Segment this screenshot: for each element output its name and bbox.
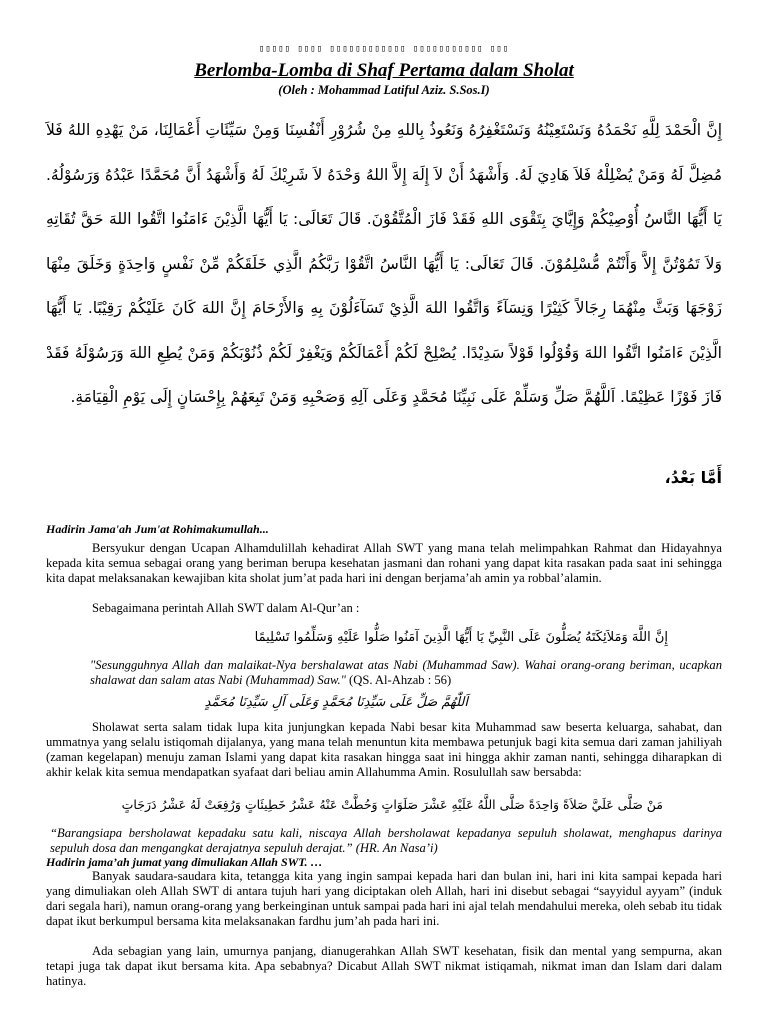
quran-translation-text: "Sesungguhnya Allah dan malaikat-Nya bershalawat atas Nabi (Muhammad Saw). Wahai orang-orang beriman, ucapkan shalawat dan salam atas Nabi (Muhammad) Saw."	[90, 658, 722, 687]
author-line: (Oleh : Mohammad Latiful Aziz. S.Sos.I)	[278, 83, 490, 97]
hadith-reference: (HR. An Nasa’i)	[352, 841, 438, 855]
opening-khutbah-arabic	[46, 108, 722, 420]
paragraph-4: Banyak saudara-saudara kita, tetangga kita yang ingin sampai kepada hari dan bulan ini, hari ini kita sampai kepada hari yang dimuliakan oleh Allah SWT di antara tujuh hari yang diciptakan oleh Allah, hari ini disebut sebagai “sayyidul ayyam” (induk dari segala hari), namun orang-orang yang berkeinginan untuk sampai pada hari ini ajal telah mendahului mereka, oleh sebab itu tidak dapat ikut berkumpul bersama kita melaksanakan fardhu jum’ah pada hari ini.	[46, 869, 722, 928]
greeting-heading-1: Hadirin Jama'ah Jum'at Rohimakumullah...	[46, 522, 269, 536]
paragraph-1: Bersyukur dengan Ucapan Alhamdulillah kehadirat Allah SWT yang mana telah melimpahkan Rahmat dan Hidayahnya kepada kita semua sebagai orang yang beriman berupa kesehatan jasmani dan rohani yang dapat kita rasakan pada saat ini sehingga kita dapat melaksanakan kewajiban kita sholat jum’at pada hari ini dengan berjama’ah amin ya robbal’alamin.	[46, 541, 722, 585]
hadith-translation	[50, 826, 722, 856]
paragraph-2: Sebagaimana perintah Allah SWT dalam Al-Qur’an :	[92, 601, 360, 615]
paragraph-5: Ada sebagian yang lain, umurnya panjang, dianugerahkan Allah SWT kesehatan, fisik dan mental yang sempurna, akan tetapi juga tak dapat ikut bersama kita. Apa sebabnya? Dicabut Allah SWT nikmat istiqamah, nikmat iman dan Islam dari dalam hatinya.	[46, 944, 722, 988]
quran-translation	[90, 658, 722, 688]
paragraph-3: Sholawat serta salam tidak lupa kita junjungkan kepada Nabi besar kita Muhammad saw beserta keluarga, sahabat, dan ummatnya yang selalu istiqomah dijalanya, yang mana telah menuntun kita membawa petunjuk bagi kita semua dari zaman jahiliyah (zaman kegelapan) menuju zaman Islami yang dapat kita rasakan hingga saat ini hingga akhir zaman nanti, sehingga diharapkan di akhir kelak kita semua mendapatkan syafaat dari beliau amin Allahumma Amin. Rosulullah saw bersabda:	[46, 720, 722, 779]
amma-badu: أَمَّا بَعْدُ،	[664, 468, 722, 487]
document-title: Berlomba-Lomba di Shaf Pertama dalam Sholat	[194, 60, 574, 81]
khutbah-arabic-text: إِنَّ الْحَمْدَ لِلَّهِ نَحْمَدُهُ وَنَسْتَعِيْنُهُ وَنَسْتَغْفِرُهُ وَنَعُوذُ بِاللهِ مِنْ شُرُوْرِ أَنْفُسِنَا وَمِنْ سَيِّئَاتِ أَعْمَالِنَا، مَنْ يَهْدِهِ اللهُ فَلاَ مُضِلَّ لَهُ وَمَنْ يُضْلِلْهُ فَلاَ هَادِيَ لَهُ. وَأَشْهَدُ أَنْ لاَ إِلَهَ إِلاَّ اللهُ وَحْدَهُ لاَ شَرِيْكَ لَهُ وَأَشْهَدُ أَنَّ مُحَمَّدًا عَبْدُهُ وَرَسُوْلُهُ. يَا أَيُّهَا النَّاسُ أُوْصِيْكُمْ وَإِيَّايَ بِتَقْوَى اللهِ فَقَدْ فَازَ الْمُتَّقُوْنَ. قَالَ تَعَالَى: يَا أَيُّهَا الَّذِيْنَ ءَامَنُوا اتَّقُوا اللهَ حَقَّ تُقَاتِهِ وَلاَ تَمُوْتُنَّ إِلاَّ وَأَنْتُمْ مُّسْلِمُوْنَ. قَالَ تَعَالَى: يَا أَيُّهَا النَّاسُ اتَّقُوْا رَبَّكُمُ الَّذِي خَلَقَكُمْ مِّنْ نَفْسٍ وَاحِدَةٍ وَخَلَقَ مِنْهَا زَوْجَهَا وَبَثَّ مِنْهُمَا رِجَالاً كَثِيْرًا وَنِسَآءً وَاتَّقُوا اللهَ الَّذِيْ تَسَآءَلُوْنَ بِهِ وَالأَرْحَامَ إِنَّ اللهَ كَانَ عَلَيْكُمْ رَقِيْبًا. يَا أَيُّهَا الَّذِيْنَ ءَامَنُوا اتَّقُوا اللهَ وَقُوْلُوا قَوْلاً سَدِيْدًا. يُصْلِحْ لَكُمْ أَعْمَالَكُمْ وَيَغْفِرْ لَكُمْ ذُنُوْبَكُمْ وَمَنْ يُطِعِ اللهَ وَرَسُوْلَهُ فَقَدْ فَازَ فَوْزًا عَظِيْمًا. اَللَّهُمَّ صَلِّ وَسَلِّمْ عَلَى نَبِيِّنَا مُحَمَّدٍ وَعَلَى آلِهِ وَصَحْبِهِ وَمَنْ تَبِعَهُمْ بِإِحْسَانٍ إِلَى يَوْمِ الْقِيَامَةِ.	[46, 121, 722, 406]
garbled-header-line: ▯▯▯▯▯ ▯▯▯▯ ▯▯▯▯▯▯▯▯▯▯▯▯ ▯▯▯▯▯▯▯▯▯▯▯ ▯▯▯	[258, 44, 510, 54]
hadith-translation-text: “Barangsiapa bersholawat kepadaku satu kali, niscaya Allah bersholawat kepadanya sepuluh sholawat, menghapus darinya sepuluh dosa dan mengangkat derajatnya sepuluh derajat.”	[50, 826, 722, 855]
quran-reference: (QS. Al-Ahzab : 56)	[345, 673, 452, 687]
greeting-heading-2: Hadirin jama’ah jumat yang dimuliakan Allah SWT. …	[46, 855, 323, 869]
shalawat-arabic: اَللّٰهُمَّ صَلِّ عَلَى سَيِّدِنَا مُحَمَّدٍ وَعَلَى آلِ سَيِّدِنَا مُحَمَّدٍ	[204, 695, 468, 710]
hadith-arabic: مَنْ صَلَّى عَلَيَّ صَلاَةً وَاحِدَةً صَلَّى اللَّهُ عَلَيْهِ عَشْرَ صَلَوَاتٍ وَحُطَّتْ عَنْهُ عَشْرُ خَطِيئَاتٍ وَرُفِعَتْ لَهُ عَشْرُ دَرَجَاتٍ	[121, 797, 663, 812]
quran-verse-arabic: إِنَّ اللَّهَ وَمَلاَئِكَتَهُ يُصَلُّونَ عَلَى النَّبِيِّ يَا أَيُّهَا الَّذِينَ آمَنُوا صَلُّوا عَلَيْهِ وَسَلِّمُوا تَسْلِيمًا	[254, 630, 668, 645]
